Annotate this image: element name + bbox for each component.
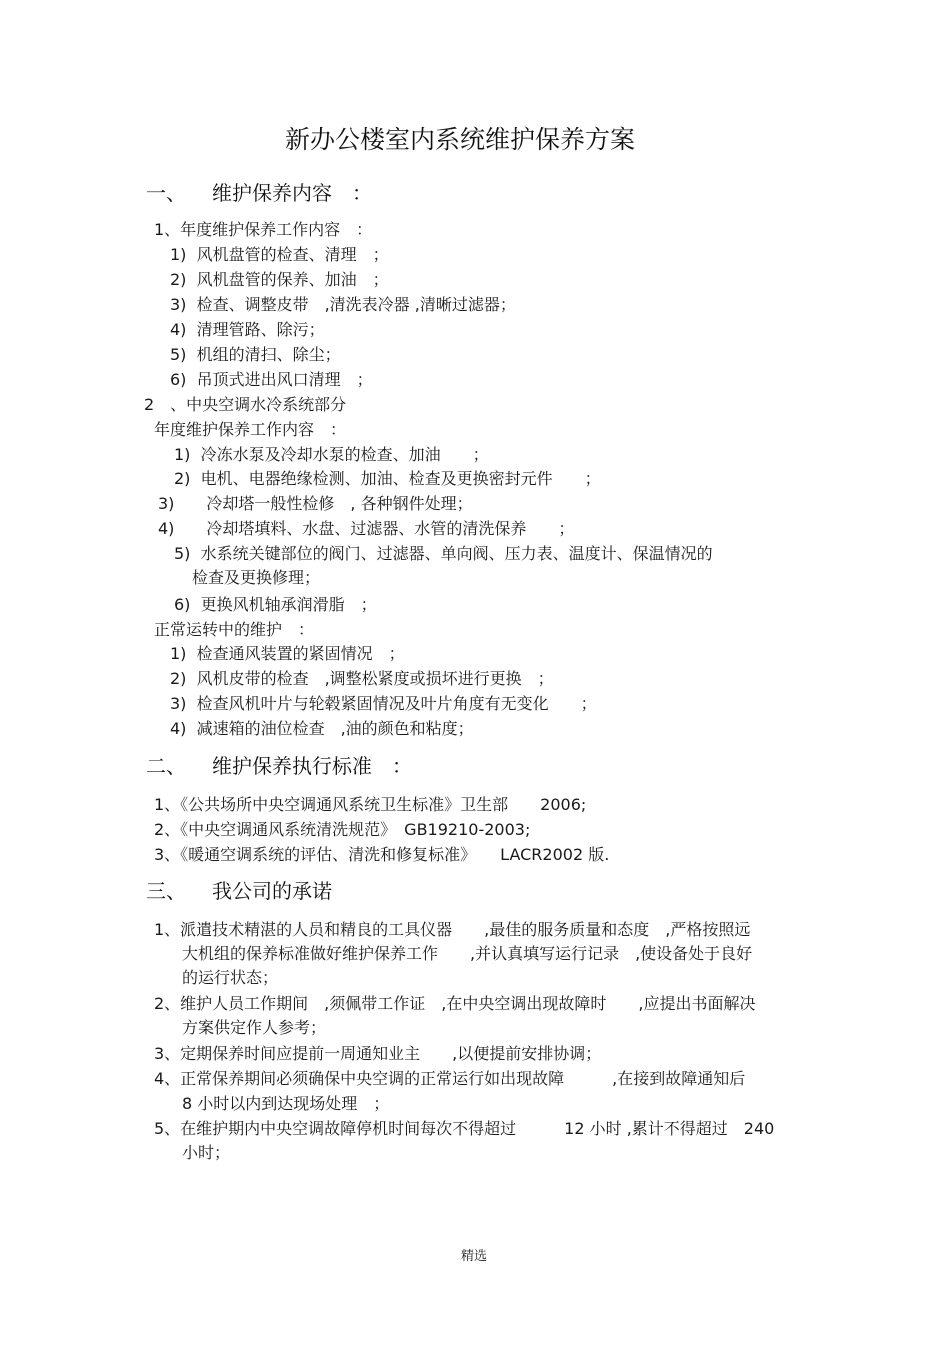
list-item: 6) 更换风机轴承润滑脂 ；	[174, 595, 377, 614]
list-item: 3) 检查风机叶片与轮毂紧固情况及叶片角度有无变化 ；	[170, 694, 597, 713]
commitment-item: 2、维护人员工作期间 ,须佩带工作证 ,在中央空调出现故障时 ,应提出书面解决	[154, 994, 756, 1013]
document-title: 新办公楼室内系统维护保养方案	[284, 125, 635, 154]
section-title: 我公司的承诺	[212, 879, 332, 903]
subsection-title: 年度维护保养工作内容 ：	[154, 420, 347, 439]
commitment-item: 1、派遣技术精湛的人员和精良的工具仪器 ,最佳的服务质量和态度 ,严格按照远	[154, 920, 751, 939]
commitment-item-continuation: 8 小时以内到达现场处理 ；	[182, 1094, 390, 1113]
commitment-item-continuation: 小时；	[182, 1143, 231, 1162]
section-heading-2	[146, 751, 412, 781]
subsection-title: 1、年度维护保养工作内容 ：	[154, 220, 373, 239]
list-item: 4) 减速箱的油位检查 ,油的颜色和粘度；	[170, 719, 474, 738]
section-number: 三、	[146, 879, 186, 903]
standard-item: 2、《中央空调通风系统清洗规范》 GB19210-2003;	[154, 820, 531, 839]
commitment-item-continuation: 的运行状态；	[182, 968, 279, 987]
list-item: 2) 风机盘管的保养、加油 ；	[170, 270, 389, 289]
standard-item: 3、《暖通空调系统的评估、清洗和修复标准》 LACR2002 版.	[154, 845, 610, 864]
commitment-item-continuation: 方案供定作人参考；	[182, 1018, 327, 1037]
list-item: 2) 风机皮带的检查 ,调整松紧度或损坏进行更换 ；	[170, 669, 554, 688]
section-heading-3	[146, 876, 332, 906]
standard-item: 1、《公共场所中央空调通风系统卫生标准》卫生部 2006;	[154, 795, 587, 814]
list-item: 3) 检查、调整皮带 ,清洗表冷器 ,清晰过滤器；	[170, 295, 516, 314]
commitment-item: 5、在维护期内中央空调故障停机时间每次不得超过 12 小时 ,累计不得超过 240	[154, 1119, 775, 1138]
list-item: 4) 清理管路、除污；	[170, 320, 325, 339]
list-item: 2) 电机、电器绝缘检测、加油、检查及更换密封元件 ；	[174, 469, 601, 488]
list-item: 6) 吊顶式进出风口清理 ；	[170, 370, 373, 389]
commitment-item: 3、定期保养时间应提前一周通知业主 ,以便提前安排协调；	[154, 1044, 602, 1063]
list-item: 1) 风机盘管的检查、清理 ；	[170, 245, 389, 264]
list-item: 4) 冷却塔填料、水盘、过滤器、水管的清洗保养 ；	[158, 519, 575, 538]
list-item: 1) 检查通风装置的紧固情况 ；	[170, 644, 405, 663]
section-heading-1	[146, 178, 372, 208]
list-item: 3) 冷却塔一般性检修 , 各种钢件处理；	[158, 494, 473, 513]
subsection-title: 正常运转中的维护 ：	[154, 620, 315, 639]
commitment-item-continuation: 大机组的保养标准做好维护保养工作 ,并认真填写运行记录 ,使设备处于良好	[182, 944, 753, 963]
list-item: 1) 冷冻水泵及冷却水泵的检查、加油 ；	[174, 445, 489, 464]
list-item: 5) 水系统关键部位的阀门、过滤器、单向阀、压力表、温度计、保温情况的	[174, 544, 713, 563]
commitment-item: 4、正常保养期间必须确保中央空调的正常运行如出现故障 ,在接到故障通知后	[154, 1069, 746, 1088]
section-number: 二、	[146, 754, 186, 778]
section-title: 维护保养执行标准 ：	[212, 754, 412, 778]
list-item-continuation: 检查及更换修理；	[192, 568, 321, 587]
section-title: 维护保养内容 ：	[212, 181, 372, 205]
subsection-title: 2 、中央空调水冷系统部分	[144, 395, 347, 414]
section-number: 一、	[146, 181, 186, 205]
page-footer: 精选	[460, 1249, 487, 1264]
list-item: 5) 机组的清扫、除尘；	[170, 345, 341, 364]
